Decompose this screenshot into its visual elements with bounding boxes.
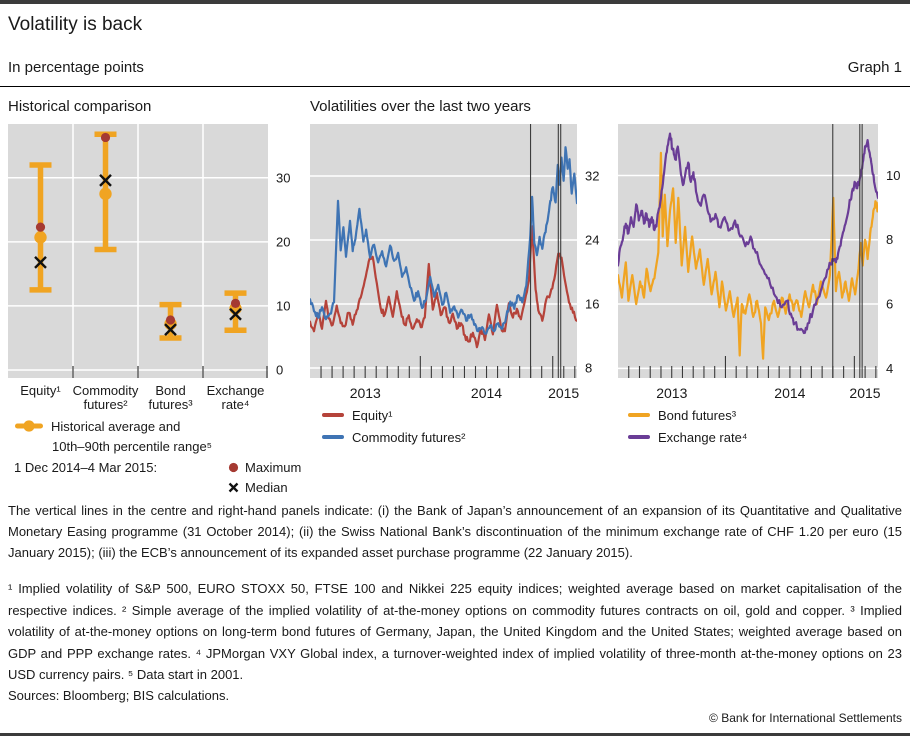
svg-text:2014: 2014 [774,385,806,401]
svg-text:30: 30 [276,170,291,186]
range-average-marker-icon [14,419,44,433]
commodity-line-swatch-icon [322,435,344,439]
copyright-line: © Bank for International Settlements [709,711,902,725]
equity-commodity-volatility-chart [310,124,610,424]
equity-line-swatch-icon [322,413,344,417]
fx-legend-label: Exchange rate⁴ [658,429,748,445]
svg-text:2015: 2015 [548,385,580,401]
range-legend-label-line2: 10th–90th percentile range⁵ [52,438,213,454]
line-panels-title: Volatilities over the last two years [310,98,531,115]
maximum-legend-label: Maximum [245,459,302,475]
equity-legend-label: Equity¹ [352,407,393,423]
svg-text:2013: 2013 [349,385,381,401]
bond-legend-label: Bond futures³ [658,407,737,423]
svg-text:futures²: futures² [83,397,128,412]
svg-text:8: 8 [585,360,593,376]
header-divider [0,86,910,87]
svg-text:32: 32 [585,168,600,184]
svg-text:10: 10 [276,298,291,314]
svg-text:2013: 2013 [656,385,688,401]
svg-text:4: 4 [886,360,894,376]
top-rule-bar [0,0,910,4]
svg-text:Commodity: Commodity [72,383,139,398]
bottom-rule-bar [0,733,910,736]
svg-text:6: 6 [886,296,894,312]
median-marker-icon [228,482,239,493]
svg-text:futures³: futures³ [148,397,193,412]
svg-text:24: 24 [585,232,600,248]
svg-text:20: 20 [276,234,291,250]
svg-text:2015: 2015 [849,385,881,401]
page-title: Volatility is back [8,14,143,35]
bond-fx-volatility-chart [618,124,910,424]
svg-text:0: 0 [276,362,284,378]
svg-text:Equity¹: Equity¹ [20,383,61,398]
units-subtitle: In percentage points [8,59,144,76]
period-label: 1 Dec 2014–4 Mar 2015: [14,459,158,475]
median-legend-label: Median [245,479,288,495]
historical-comparison-chart [8,124,300,424]
svg-text:Bond: Bond [155,383,186,398]
vertical-lines-note: The vertical lines in the centre and right-hand panels indicate: (i) the Bank of Japan’s announcement of an expansion of its Quantitative and Qualitative Monetary Easing programme (31 October 2014); (ii) the Swiss National Bank’s discontinuation of the minimum exchange rate of CHF 1.20 per euro (15 January 2015); (iii) the ECB’s announcement of its expanded asset purchase programme (22 January 2015). [8,503,902,560]
svg-text:10: 10 [886,167,901,183]
svg-text:Exchange: Exchange [206,383,265,398]
graph-number-label: Graph 1 [847,59,902,76]
svg-text:2014: 2014 [470,385,503,401]
range-legend-label-line1: Historical average and [51,418,181,434]
left-panel-title: Historical comparison [8,98,152,115]
svg-text:8: 8 [886,232,894,248]
svg-text:16: 16 [585,296,600,312]
footnotes-text: ¹ Implied volatility of S&P 500, EURO STOXX 50, FTSE 100 and Nikkei 225 equity indices; weighted average based on market capitalisation of the respective indices. ² Simple average of the implied volatility of at-the-money options on commodity futures contracts on oil, gold and copper. ³ Implied volatility of at-the-money options on long-term bond futures of Germany, Japan, the United Kingdom and the United States; weighted average based on GDP and PPP exchange rates. ⁴ JPMorgan VXY Global index, a turnover-weighted index of implied volatility of three-month at-the-money options on 23 USD currency pairs. ⁵ Data start in 2001. [8,581,902,682]
fx-line-swatch-icon [628,435,650,439]
bond-line-swatch-icon [628,413,650,417]
right-panel-legend [628,404,747,448]
svg-text:rate⁴: rate⁴ [221,397,250,412]
commodity-legend-label: Commodity futures² [352,429,466,445]
sources-line: Sources: Bloomberg; BIS calculations. [8,688,230,703]
middle-panel-legend [322,404,465,448]
maximum-marker-icon [228,462,239,473]
